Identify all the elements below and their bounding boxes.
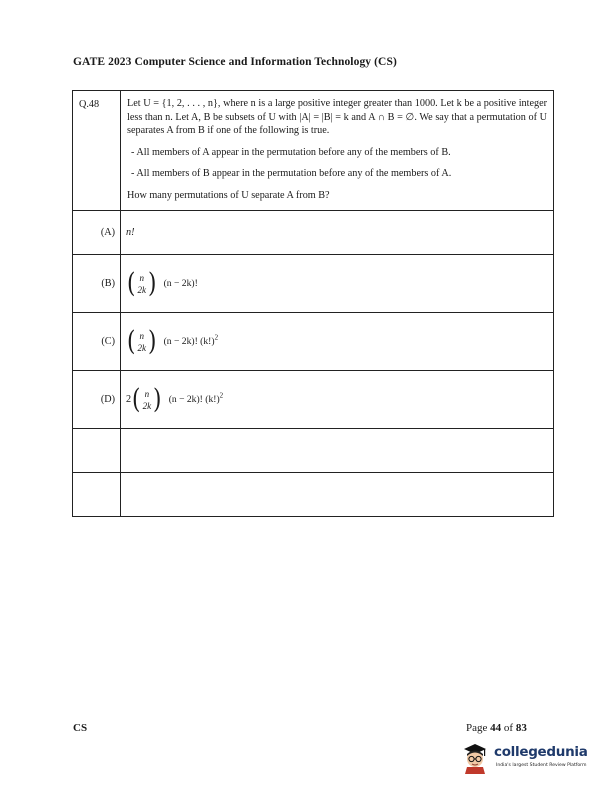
option-row-b[interactable] xyxy=(73,255,554,313)
question-body xyxy=(121,91,554,211)
binom-bottom: 2k xyxy=(137,284,147,295)
option-row-c[interactable] xyxy=(73,313,554,371)
option-text: n! xyxy=(126,227,135,238)
option-text: (n − 2k)! (k!) xyxy=(168,393,220,405)
question-ask: How many permutations of U separate A from B? xyxy=(127,189,330,201)
logo-wordmark: collegedunia xyxy=(494,744,588,760)
option-label: (A) xyxy=(73,211,121,255)
collegedunia-logo[interactable] xyxy=(458,740,596,776)
option-label: (D) xyxy=(73,371,121,429)
binomial-coefficient: ( n 2k ) xyxy=(127,268,157,299)
binom-top: n xyxy=(144,388,150,399)
binomial-coefficient: ( n 2k ) xyxy=(127,326,157,357)
student-mascot-icon xyxy=(458,740,492,774)
page-header-title: GATE 2023 Computer Science and Information Technology (CS) xyxy=(73,56,397,68)
blank-row-1 xyxy=(73,429,554,473)
question-stem: Let U = {1, 2, . . . , n}, where n is a large positive integer greater than 1000. Let k be a positive integer less than n. Let A, B be subsets of U with |A| = |B| = k and A ∩ B = ∅. We say that a permutation of U separates A from B if one of the following is true. xyxy=(127,98,547,136)
option-a-value xyxy=(121,211,554,255)
option-row-d[interactable] xyxy=(73,371,554,429)
logo-tagline: India's largest Student Review Platform xyxy=(496,763,587,768)
option-superscript: 2 xyxy=(214,333,219,342)
binomial-coefficient: ( n 2k ) xyxy=(132,384,162,415)
question-number: Q.48 xyxy=(73,91,121,211)
question-bullet-1: - All members of A appear in the permutation before any of the members of B. xyxy=(131,146,451,158)
option-superscript: 2 xyxy=(219,391,224,400)
option-prefix: 2 xyxy=(126,393,132,405)
option-label: (C) xyxy=(73,313,121,371)
binom-bottom: 2k xyxy=(137,342,147,353)
option-d-value xyxy=(121,371,554,429)
binom-top: n xyxy=(139,330,145,341)
footer-page-number: Page 44 of 83 xyxy=(466,722,527,734)
question-bullet-2: - All members of B appear in the permutation before any of the members of A. xyxy=(131,168,452,179)
binom-top: n xyxy=(139,272,145,283)
option-text: (n − 2k)! xyxy=(163,277,198,289)
question-table xyxy=(72,90,554,517)
option-label: (B) xyxy=(73,255,121,313)
option-text: (n − 2k)! (k!) xyxy=(163,335,215,347)
binom-bottom: 2k xyxy=(142,400,152,411)
option-row-a[interactable] xyxy=(73,211,554,255)
blank-row-2 xyxy=(73,473,554,517)
option-b-value xyxy=(121,255,554,313)
question-row xyxy=(73,91,554,211)
option-c-value xyxy=(121,313,554,371)
footer-paper-code: CS xyxy=(73,722,88,734)
